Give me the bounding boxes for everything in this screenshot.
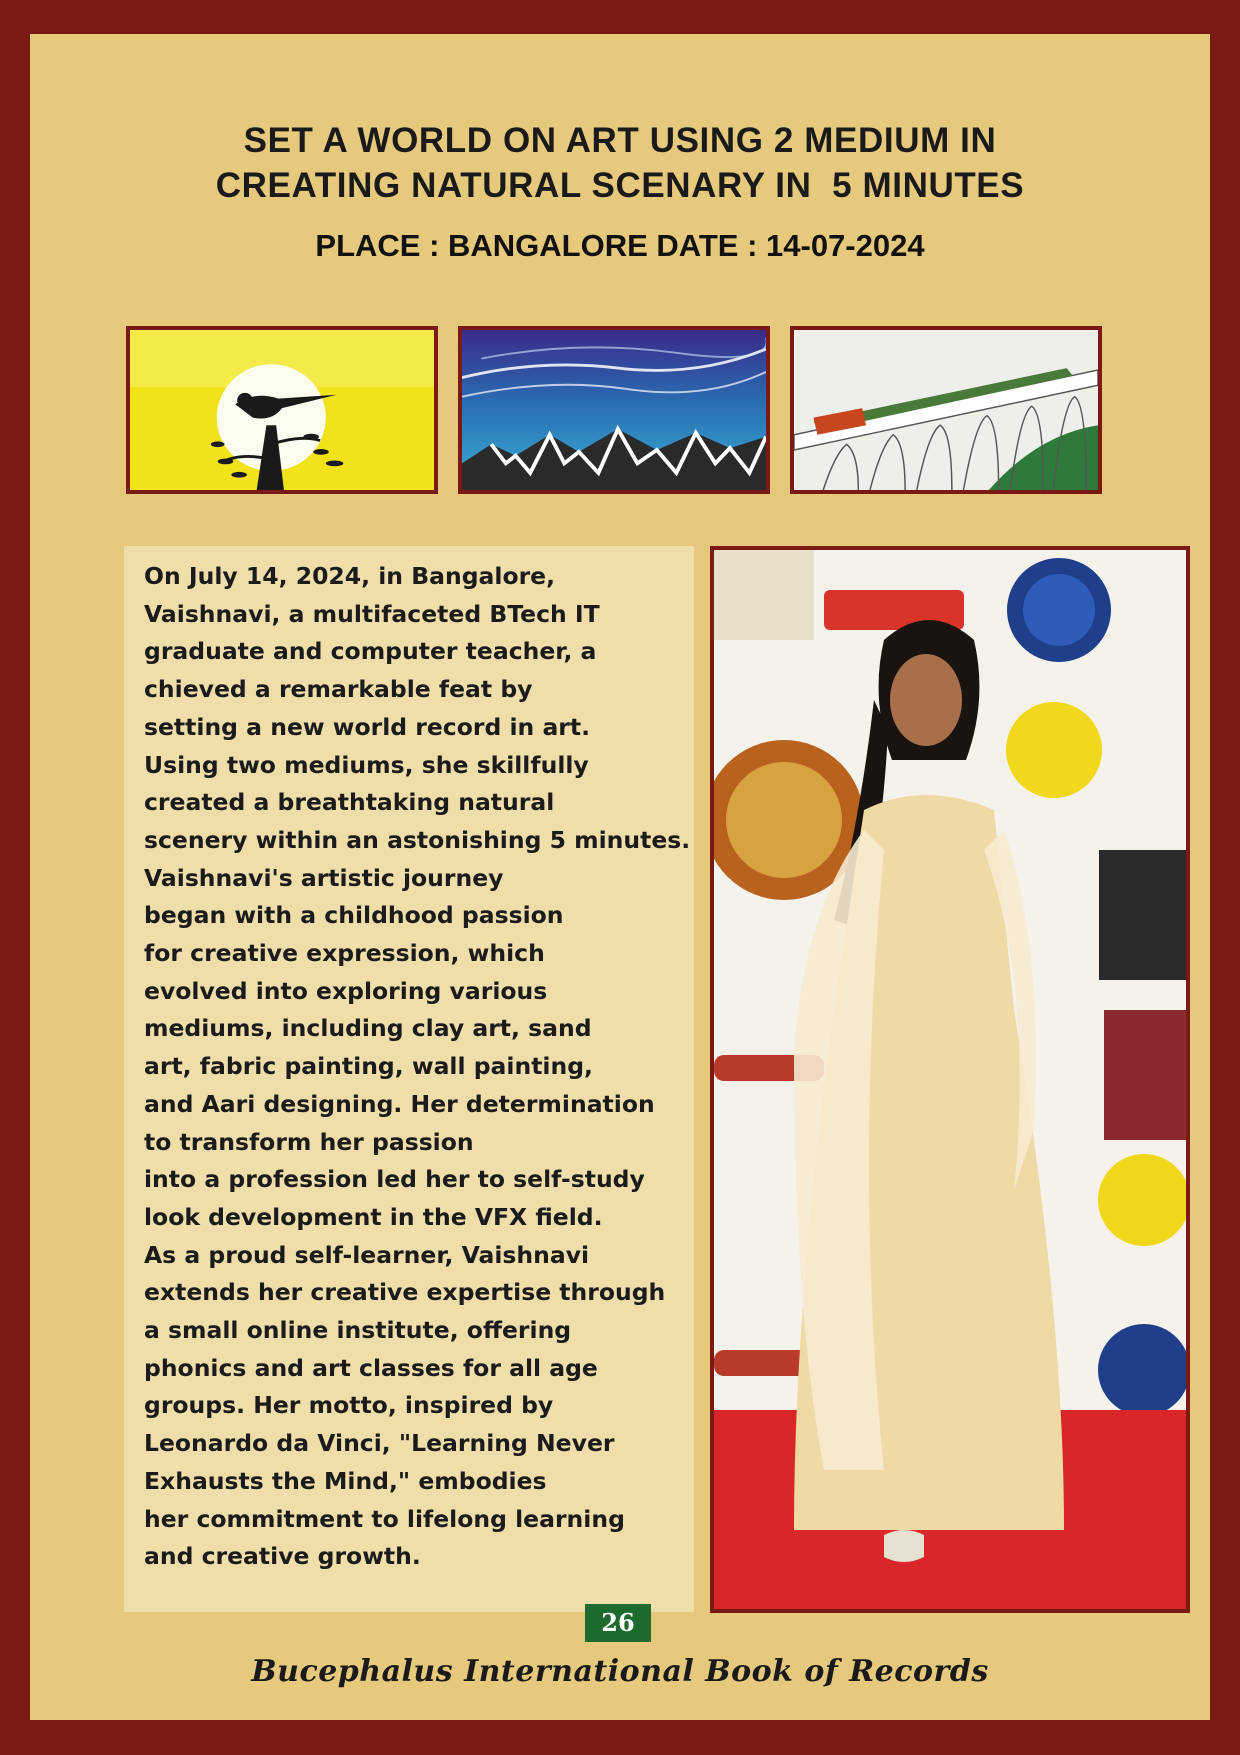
body-line: look development in the VFX field. bbox=[144, 1202, 603, 1231]
body-line: chieved a remarkable feat by bbox=[144, 675, 533, 704]
body-line: graduate and computer teacher, a bbox=[144, 637, 597, 666]
body-line: On July 14, 2024, in Bangalore, bbox=[144, 562, 556, 590]
body-line: mediums, including clay art, sand bbox=[144, 1014, 592, 1043]
place-date: PLACE : BANGALORE DATE : 14-07-2024 bbox=[315, 228, 925, 263]
publisher-name: Bucephalus International Book of Records bbox=[251, 1654, 989, 1689]
page-number: 26 bbox=[585, 1604, 651, 1642]
body-line: and creative growth. bbox=[144, 1542, 421, 1571]
body-line: and Aari designing. Her determination bbox=[144, 1089, 655, 1118]
body-line: Vaishnavi's artistic journey bbox=[144, 863, 504, 892]
body-line: scenery within an astonishing 5 minutes. bbox=[144, 825, 691, 854]
body-line: extends her creative expertise through bbox=[144, 1278, 666, 1307]
train-on-bridge-painting bbox=[790, 326, 1102, 494]
body-line: art, fabric painting, wall painting, bbox=[144, 1052, 593, 1081]
title-line-2: CREATING NATURAL SCENARY IN 5 MINUTES bbox=[215, 166, 1025, 205]
record-holder-portrait bbox=[710, 546, 1190, 1613]
body-line: created a breathtaking natural bbox=[144, 788, 555, 817]
title-line-1: SET A WORLD ON ART USING 2 MEDIUM IN bbox=[243, 121, 997, 160]
body-line: her commitment to lifelong learning bbox=[144, 1504, 625, 1533]
body-line: for creative expression, which bbox=[144, 939, 545, 968]
body-line: to transform her passion bbox=[144, 1127, 474, 1156]
body-line: phonics and art classes for all age bbox=[144, 1353, 598, 1382]
body-line: into a profession led her to self-study bbox=[144, 1165, 645, 1194]
body-line: evolved into exploring various bbox=[144, 976, 548, 1005]
body-line: Exhausts the Mind," embodies bbox=[144, 1466, 547, 1495]
body-line: Using two mediums, she skillfully bbox=[144, 750, 589, 779]
page-title bbox=[30, 118, 1210, 208]
body-line: groups. Her motto, inspired by bbox=[144, 1391, 554, 1420]
article-text-panel bbox=[124, 546, 694, 1612]
body-line: Vaishnavi, a multifaceted BTech IT bbox=[144, 599, 600, 628]
body-line: began with a childhood passion bbox=[144, 901, 564, 930]
page bbox=[30, 34, 1210, 1720]
body-line: a small online institute, offering bbox=[144, 1316, 572, 1345]
article-body bbox=[144, 558, 689, 1576]
body-line: Leonardo da Vinci, "Learning Never bbox=[144, 1429, 615, 1458]
body-line: As a proud self-learner, Vaishnavi bbox=[144, 1240, 590, 1269]
night-sky-mountains-painting bbox=[458, 326, 770, 494]
bird-on-branch-painting bbox=[126, 326, 438, 494]
body-line: setting a new world record in art. bbox=[144, 712, 591, 741]
